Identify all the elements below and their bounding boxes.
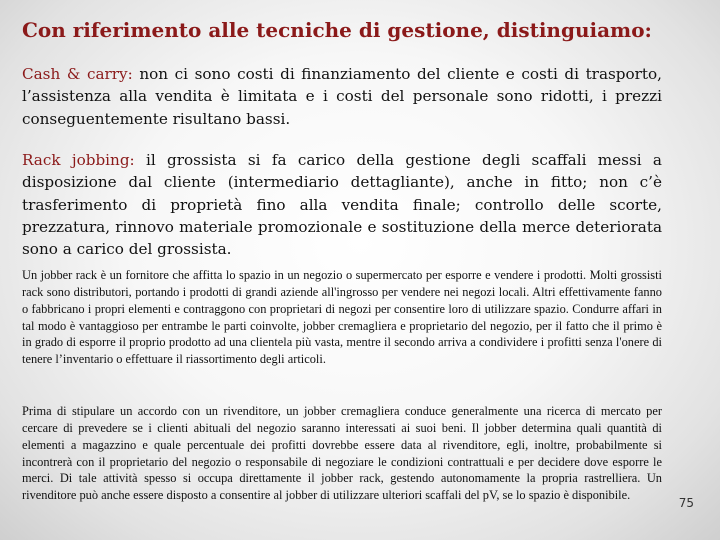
cash-and-carry-term: Cash & carry: bbox=[22, 65, 133, 83]
jobber-rack-description: Un jobber rack è un fornitore che affitta lo spazio in un negozio o supermercato per esporre e vendere i prodotti. Molti grossisti rack sono distributori, portando i prodotti di grandi aziende all'ingrosso per vendere nei negozi locali. Altri effettivamente fanno o fabbricano i propri elementi e contraggono con proprietari di negozi per consentire loro di utilizzare spazio. Condurre affari in tal modo è vantaggioso per entrambe le parti coinvolte, jobber cremagliera e proprietario del negozio, per il fatto che il primo è in grado di esporre il proprio prodotto ad una clientela più vasta, mentre il secondo arriva a condividere i profitti senza l'onere di tenere l’inventario o effettuare il riassortimento degli articoli. bbox=[22, 268, 662, 367]
page-number: 75 bbox=[678, 496, 694, 510]
jobber-agreement-description: Prima di stipulare un accordo con un rivenditore, un jobber cremagliera conduce generalmente una ricerca di mercato per cercare di prevedere se i clienti abituali del negozio saranno interessati ai suoi beni. Il jobber determina quali quantità di elementi a magazzino e quale percentuale dei profitti dovrebbe essere data al rivenditore, egli, inoltre, probabilmente si incontrerà con il proprietario del negozio o responsabile di negoziare le condizioni contrattuali e per decidere dove esporre le merci. Di tale attività spesso si occupa direttamente il jobber rack, gestendo autonomamente la propria rastrelliera. Un rivenditore può anche essere disposto a consentire al jobber di utilizzare ulteriori scaffali del pV, se lo spazio è disponibile. bbox=[22, 404, 662, 503]
slide-title: Con riferimento alle tecniche di gestione, distinguiamo: bbox=[22, 18, 652, 42]
rack-jobbing-term: Rack jobbing: bbox=[22, 151, 135, 169]
rack-jobbing-paragraph bbox=[22, 149, 662, 261]
cash-and-carry-paragraph bbox=[22, 63, 662, 130]
cash-and-carry-text: non ci sono costi di finanziamento del cliente e costi di trasporto, l’assistenza alla vendita è limitata e i costi del personale sono ridotti, i prezzi conseguentemente risultano bassi. bbox=[22, 65, 662, 128]
rack-jobbing-text: il grossista si fa carico della gestione degli scaffali messi a disposizione dal cliente (intermediario dettagliante), anche in fitto; non c’è trasferimento di proprietà fino alla vendita finale; controllo delle scorte, prezzatura, rinnovo materiale promozionale e sostituzione della merce deteriorata sono a carico del grossista. bbox=[22, 151, 662, 259]
